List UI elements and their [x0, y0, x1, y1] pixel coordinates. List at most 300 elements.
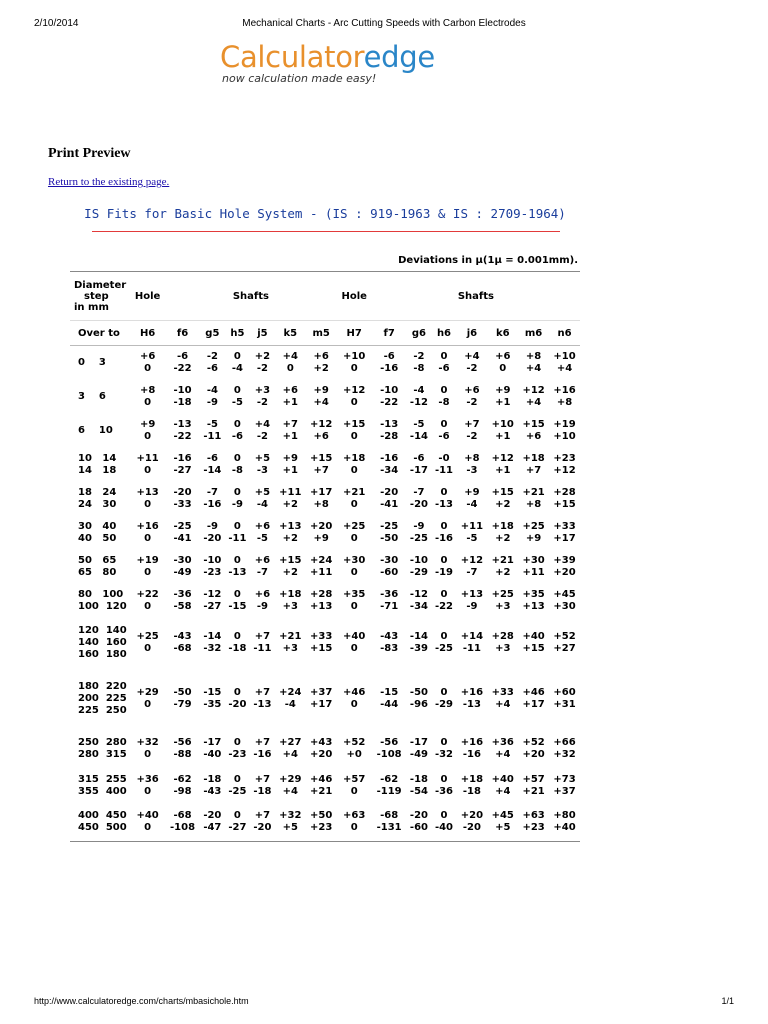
upper-deviation: +10 — [553, 350, 576, 362]
upper-deviation: +8 — [139, 384, 156, 396]
lower-deviation: -19 — [434, 566, 454, 578]
lower-deviation: +17 — [522, 698, 545, 710]
upper-deviation: -4 — [413, 384, 425, 396]
lower-deviation: -27 — [228, 822, 247, 834]
deviation-cell-f6 — [165, 380, 200, 414]
diameter-header-line2: step — [84, 290, 109, 302]
upper-deviation: +15 — [343, 418, 366, 430]
deviation-cell-m5 — [306, 804, 337, 842]
deviation-cell-n6 — [549, 482, 580, 516]
return-to-page-link[interactable]: Return to the existing page. — [48, 176, 170, 188]
deviation-cell-g6 — [406, 668, 431, 730]
deviation-cell-m5 — [306, 730, 337, 768]
lower-deviation: +15 — [310, 642, 333, 654]
lower-deviation: +9 — [313, 532, 329, 544]
lower-deviation: -11 — [253, 642, 272, 654]
upper-deviation: +46 — [522, 686, 545, 698]
hole-group-header-1: Hole — [134, 290, 161, 302]
deviation-cell-n6 — [549, 730, 580, 768]
upper-deviation: -6 — [383, 350, 395, 362]
upper-deviation: -56 — [380, 736, 399, 748]
lower-deviation: +2 — [282, 566, 298, 578]
lower-deviation: -49 — [173, 566, 192, 578]
upper-deviation: -20 — [203, 810, 222, 822]
upper-deviation: +66 — [553, 736, 576, 748]
diameter-header-line3: in mm — [74, 301, 109, 313]
deviation-cell-j6 — [456, 768, 487, 804]
upper-deviation: 0 — [440, 810, 448, 822]
upper-deviation: -5 — [206, 418, 218, 430]
lower-deviation: +21 — [522, 785, 545, 797]
lower-deviation: -6 — [206, 362, 218, 374]
deviation-cell-h7 — [337, 482, 372, 516]
table-row — [70, 516, 580, 550]
upper-deviation: +35 — [343, 588, 366, 600]
upper-deviation: +6 — [139, 350, 156, 362]
diameter-step-cell: 10 14 14 18 — [78, 452, 117, 476]
deviation-cell-h7 — [337, 380, 372, 414]
deviation-cell-j6 — [456, 730, 487, 768]
deviation-cell-f7 — [372, 730, 407, 768]
lower-deviation: +1 — [282, 430, 298, 442]
upper-deviation: +6 — [254, 520, 271, 532]
title-divider — [92, 231, 560, 232]
upper-deviation: +57 — [522, 773, 545, 785]
upper-deviation: -10 — [409, 554, 428, 566]
table-row — [70, 448, 580, 482]
deviation-cell-f6 — [165, 768, 200, 804]
lower-deviation: +3 — [495, 600, 511, 612]
upper-deviation: -20 — [380, 486, 399, 498]
upper-deviation: +6 — [254, 588, 271, 600]
lower-deviation: -22 — [173, 430, 192, 442]
upper-deviation: 0 — [233, 588, 241, 600]
lower-deviation: 0 — [144, 600, 152, 612]
table-row — [70, 804, 580, 842]
deviation-cell-n6 — [549, 448, 580, 482]
lower-deviation: -9 — [466, 600, 478, 612]
deviation-cell-h5 — [225, 482, 250, 516]
upper-deviation: -20 — [409, 810, 428, 822]
diameter-step-cell: 250 280 280 315 — [78, 736, 127, 760]
upper-deviation: +12 — [491, 452, 514, 464]
upper-deviation: -50 — [409, 686, 428, 698]
upper-deviation: +30 — [522, 554, 545, 566]
deviation-cell-h6 — [130, 804, 165, 842]
deviation-cell-f6 — [165, 346, 200, 380]
upper-deviation: -15 — [380, 686, 399, 698]
deviation-cell-m6 — [518, 550, 549, 584]
upper-deviation: +6 — [464, 384, 480, 396]
upper-deviation: +39 — [553, 554, 576, 566]
deviation-cell-k6 — [487, 804, 518, 842]
lower-deviation: -22 — [434, 600, 454, 612]
lower-deviation: -88 — [173, 748, 192, 760]
deviation-cell-f6 — [165, 448, 200, 482]
lower-deviation: 0 — [144, 785, 152, 797]
upper-deviation: 0 — [440, 384, 448, 396]
deviation-cell-m5 — [306, 346, 337, 380]
upper-deviation: -0 — [438, 452, 450, 464]
table-row — [70, 768, 580, 804]
lower-deviation: -11 — [434, 464, 454, 476]
lower-deviation: -6 — [438, 430, 450, 442]
table-row — [70, 414, 580, 448]
upper-deviation: +40 — [491, 773, 514, 785]
upper-deviation: -13 — [380, 418, 399, 430]
upper-deviation: +11 — [460, 520, 484, 532]
lower-deviation: -83 — [380, 642, 399, 654]
lower-deviation: -119 — [376, 785, 402, 797]
deviation-cell-j5 — [250, 380, 275, 414]
lower-deviation: -27 — [173, 464, 192, 476]
deviation-cell-g5 — [200, 618, 225, 668]
deviation-cell-f7 — [372, 668, 407, 730]
deviation-cell-k5 — [275, 380, 306, 414]
deviation-cell-k5 — [275, 804, 306, 842]
diameter-step-cell: 30 40 40 50 — [78, 520, 117, 544]
upper-deviation: -2 — [413, 350, 425, 362]
column-header-j5: j5 — [250, 321, 275, 346]
upper-deviation: +4 — [254, 418, 271, 430]
upper-deviation: +21 — [491, 554, 514, 566]
deviation-cell-f6 — [165, 668, 200, 730]
hole-group-header-2: Hole — [341, 290, 367, 302]
lower-deviation: -22 — [380, 396, 399, 408]
upper-deviation: +21 — [522, 486, 545, 498]
column-header-h7: H7 — [337, 321, 372, 346]
lower-deviation: -2 — [256, 396, 268, 408]
lower-deviation: +2 — [495, 566, 511, 578]
lower-deviation: 0 — [350, 566, 358, 578]
upper-deviation: -68 — [173, 810, 192, 822]
print-date: 2/10/2014 — [34, 18, 79, 29]
lower-deviation: +23 — [522, 822, 545, 834]
upper-deviation: +27 — [279, 736, 302, 748]
deviation-cell-n6 — [549, 618, 580, 668]
upper-deviation: +18 — [522, 452, 545, 464]
diameter-step-cell: 80 100 100 120 — [78, 588, 127, 612]
lower-deviation: +5 — [495, 822, 511, 834]
deviation-cell-j5 — [250, 448, 275, 482]
deviation-cell-h6 — [130, 516, 165, 550]
deviation-cell-k5 — [275, 768, 306, 804]
column-header-f7: f7 — [372, 321, 407, 346]
deviation-cell-h6 — [431, 730, 456, 768]
upper-deviation: +28 — [310, 588, 333, 600]
upper-deviation: 0 — [440, 736, 448, 748]
column-header-f6: f6 — [165, 321, 200, 346]
lower-deviation: -68 — [173, 642, 192, 654]
column-header-h6: H6 — [130, 321, 165, 346]
deviation-cell-k6 — [487, 346, 518, 380]
lower-deviation: +7 — [313, 464, 329, 476]
upper-deviation: -14 — [409, 630, 428, 642]
deviation-cell-j6 — [456, 516, 487, 550]
lower-deviation: 0 — [350, 362, 358, 374]
upper-deviation: -18 — [409, 773, 428, 785]
upper-deviation: +40 — [136, 810, 159, 822]
deviation-cell-g6 — [406, 482, 431, 516]
deviation-cell-g6 — [406, 380, 431, 414]
deviation-cell-k6 — [487, 414, 518, 448]
lower-deviation: +37 — [553, 785, 576, 797]
deviation-cell-h6 — [431, 380, 456, 414]
lower-deviation: +20 — [553, 566, 576, 578]
upper-deviation: +45 — [491, 810, 514, 822]
lower-deviation: -29 — [409, 566, 428, 578]
lower-deviation: -131 — [376, 822, 402, 834]
lower-deviation: -23 — [228, 748, 247, 760]
deviation-cell-g6 — [406, 730, 431, 768]
deviation-cell-f7 — [372, 482, 407, 516]
upper-deviation: -10 — [203, 554, 222, 566]
lower-deviation: -29 — [434, 698, 454, 710]
lower-deviation: -9 — [206, 396, 218, 408]
deviation-cell-h6 — [130, 380, 165, 414]
diameter-step-cell: 18 24 24 30 — [78, 486, 117, 510]
lower-deviation: -108 — [170, 822, 196, 834]
upper-deviation: -9 — [206, 520, 218, 532]
deviation-cell-f6 — [165, 618, 200, 668]
upper-deviation: +45 — [553, 588, 576, 600]
deviation-cell-k5 — [275, 448, 306, 482]
upper-deviation: +6 — [313, 350, 329, 362]
logo-part-b: edge — [363, 40, 435, 74]
deviation-cell-h6 — [130, 448, 165, 482]
column-header-over-to: Over to — [70, 321, 130, 346]
deviation-cell-n6 — [549, 550, 580, 584]
lower-deviation: +1 — [495, 464, 511, 476]
upper-deviation: -20 — [173, 486, 192, 498]
deviation-cell-f6 — [165, 516, 200, 550]
lower-deviation: -49 — [409, 748, 428, 760]
lower-deviation: +3 — [282, 600, 298, 612]
deviation-cell-h7 — [337, 414, 372, 448]
upper-deviation: +8 — [525, 350, 542, 362]
upper-deviation: 0 — [233, 384, 241, 396]
table-row — [70, 380, 580, 414]
upper-deviation: +46 — [343, 686, 366, 698]
upper-deviation: +15 — [279, 554, 302, 566]
deviation-cell-k6 — [487, 482, 518, 516]
deviation-cell-h6 — [431, 668, 456, 730]
upper-deviation: +13 — [136, 486, 159, 498]
deviation-cell-n6 — [549, 346, 580, 380]
upper-deviation: +9 — [282, 452, 298, 464]
lower-deviation: -22 — [173, 362, 192, 374]
deviation-cell-h5 — [225, 730, 250, 768]
deviation-cell-h6 — [431, 550, 456, 584]
lower-deviation: +30 — [553, 600, 576, 612]
upper-deviation: +40 — [522, 630, 545, 642]
deviation-cell-f6 — [165, 584, 200, 618]
upper-deviation: +25 — [343, 520, 366, 532]
lower-deviation: +20 — [522, 748, 545, 760]
deviation-cell-j5 — [250, 414, 275, 448]
lower-deviation: 0 — [144, 430, 152, 442]
upper-deviation: -6 — [206, 452, 218, 464]
lower-deviation: -20 — [253, 822, 272, 834]
upper-deviation: 0 — [440, 418, 448, 430]
upper-deviation: +18 — [279, 588, 302, 600]
upper-deviation: +33 — [553, 520, 576, 532]
upper-deviation: -68 — [380, 810, 399, 822]
lower-deviation: +5 — [282, 822, 298, 834]
upper-deviation: +24 — [310, 554, 333, 566]
deviation-cell-h6 — [431, 516, 456, 550]
lower-deviation: 0 — [350, 396, 358, 408]
deviation-cell-h7 — [337, 516, 372, 550]
deviation-cell-h6 — [431, 346, 456, 380]
deviation-cell-k5 — [275, 482, 306, 516]
upper-deviation: +40 — [343, 630, 366, 642]
lower-deviation: -14 — [203, 464, 222, 476]
lower-deviation: -15 — [228, 600, 247, 612]
lower-deviation: -25 — [434, 642, 454, 654]
deviation-cell-n6 — [549, 516, 580, 550]
lower-deviation: +3 — [282, 642, 298, 654]
lower-deviation: +8 — [556, 396, 573, 408]
lower-deviation: -33 — [173, 498, 192, 510]
upper-deviation: 0 — [233, 810, 241, 822]
deviation-cell-g5 — [200, 448, 225, 482]
upper-deviation: +12 — [522, 384, 545, 396]
lower-deviation: -20 — [462, 822, 481, 834]
lower-deviation: +1 — [282, 396, 298, 408]
deviation-cell-g6 — [406, 584, 431, 618]
upper-deviation: 0 — [233, 773, 241, 785]
lower-deviation: +40 — [553, 822, 576, 834]
upper-deviation: +7 — [254, 630, 271, 642]
upper-deviation: 0 — [233, 486, 241, 498]
upper-deviation: 0 — [440, 686, 448, 698]
deviation-cell-h7 — [337, 730, 372, 768]
deviation-cell-j6 — [456, 618, 487, 668]
lower-deviation: +1 — [495, 430, 511, 442]
deviation-cell-h6 — [431, 768, 456, 804]
lower-deviation: -5 — [231, 396, 243, 408]
upper-deviation: +7 — [254, 773, 271, 785]
upper-deviation: +7 — [254, 810, 271, 822]
lower-deviation: -18 — [253, 785, 272, 797]
upper-deviation: +16 — [553, 384, 576, 396]
lower-deviation: +1 — [495, 396, 511, 408]
lower-deviation: 0 — [350, 785, 358, 797]
upper-deviation: +12 — [310, 418, 333, 430]
upper-deviation: -2 — [206, 350, 218, 362]
upper-deviation: +50 — [310, 810, 333, 822]
deviation-cell-k6 — [487, 618, 518, 668]
upper-deviation: +28 — [491, 630, 514, 642]
deviation-cell-h7 — [337, 768, 372, 804]
column-header-j6: j6 — [456, 321, 487, 346]
upper-deviation: -16 — [173, 452, 192, 464]
deviation-cell-h5 — [225, 448, 250, 482]
lower-deviation: 0 — [350, 498, 358, 510]
lower-deviation: -18 — [462, 785, 481, 797]
deviation-cell-g5 — [200, 804, 225, 842]
deviation-cell-m5 — [306, 550, 337, 584]
deviation-cell-g5 — [200, 414, 225, 448]
upper-deviation: +63 — [522, 810, 545, 822]
deviation-cell-h5 — [225, 618, 250, 668]
upper-deviation: -50 — [173, 686, 192, 698]
deviation-cell-f6 — [165, 730, 200, 768]
deviation-cell-h7 — [337, 668, 372, 730]
upper-deviation: +5 — [254, 486, 271, 498]
lower-deviation: -18 — [228, 642, 247, 654]
deviation-cell-f7 — [372, 346, 407, 380]
upper-deviation: +63 — [343, 810, 366, 822]
lower-deviation: +11 — [310, 566, 333, 578]
lower-deviation: -32 — [434, 748, 454, 760]
lower-deviation: -12 — [409, 396, 428, 408]
lower-deviation: -108 — [376, 748, 402, 760]
deviation-cell-h6 — [130, 550, 165, 584]
deviation-cell-h5 — [225, 414, 250, 448]
lower-deviation: +6 — [313, 430, 329, 442]
upper-deviation: -62 — [173, 773, 192, 785]
upper-deviation: +33 — [310, 630, 333, 642]
upper-deviation: -17 — [203, 736, 222, 748]
lower-deviation: +4 — [525, 396, 542, 408]
upper-deviation: 0 — [440, 520, 448, 532]
fits-table-body — [70, 346, 580, 842]
upper-deviation: -7 — [413, 486, 425, 498]
group-header-row — [70, 272, 580, 321]
lower-deviation: -11 — [203, 430, 222, 442]
upper-deviation: 0 — [440, 554, 448, 566]
lower-deviation: +12 — [553, 464, 576, 476]
deviation-cell-m6 — [518, 380, 549, 414]
upper-deviation: +19 — [553, 418, 576, 430]
upper-deviation: -30 — [380, 554, 399, 566]
upper-deviation: +20 — [310, 520, 333, 532]
lower-deviation: +4 — [525, 362, 542, 374]
upper-deviation: 0 — [233, 736, 241, 748]
deviation-cell-j6 — [456, 448, 487, 482]
lower-deviation: +32 — [553, 748, 576, 760]
deviation-cell-m5 — [306, 618, 337, 668]
upper-deviation: 0 — [233, 350, 241, 362]
deviation-cell-k5 — [275, 516, 306, 550]
deviation-cell-f6 — [165, 414, 200, 448]
deviation-cell-j6 — [456, 584, 487, 618]
upper-deviation: -25 — [380, 520, 399, 532]
deviation-cell-m6 — [518, 414, 549, 448]
lower-deviation: -41 — [380, 498, 399, 510]
deviation-cell-f7 — [372, 768, 407, 804]
deviation-cell-m5 — [306, 482, 337, 516]
upper-deviation: +4 — [464, 350, 480, 362]
lower-deviation: -44 — [380, 698, 399, 710]
deviation-cell-h6 — [130, 584, 165, 618]
calculatoredge-logo[interactable] — [220, 40, 435, 85]
deviation-cell-m6 — [518, 768, 549, 804]
deviation-cell-k6 — [487, 730, 518, 768]
lower-deviation: -13 — [462, 698, 481, 710]
deviation-cell-g6 — [406, 516, 431, 550]
upper-deviation: +6 — [282, 384, 298, 396]
deviation-cell-k6 — [487, 584, 518, 618]
upper-deviation: +7 — [254, 736, 271, 748]
deviation-cell-j6 — [456, 804, 487, 842]
upper-deviation: +18 — [460, 773, 484, 785]
deviation-cell-g5 — [200, 550, 225, 584]
footer-url: http://www.calculatoredge.com/charts/mbasichole.htm — [34, 996, 249, 1006]
upper-deviation: +11 — [279, 486, 302, 498]
